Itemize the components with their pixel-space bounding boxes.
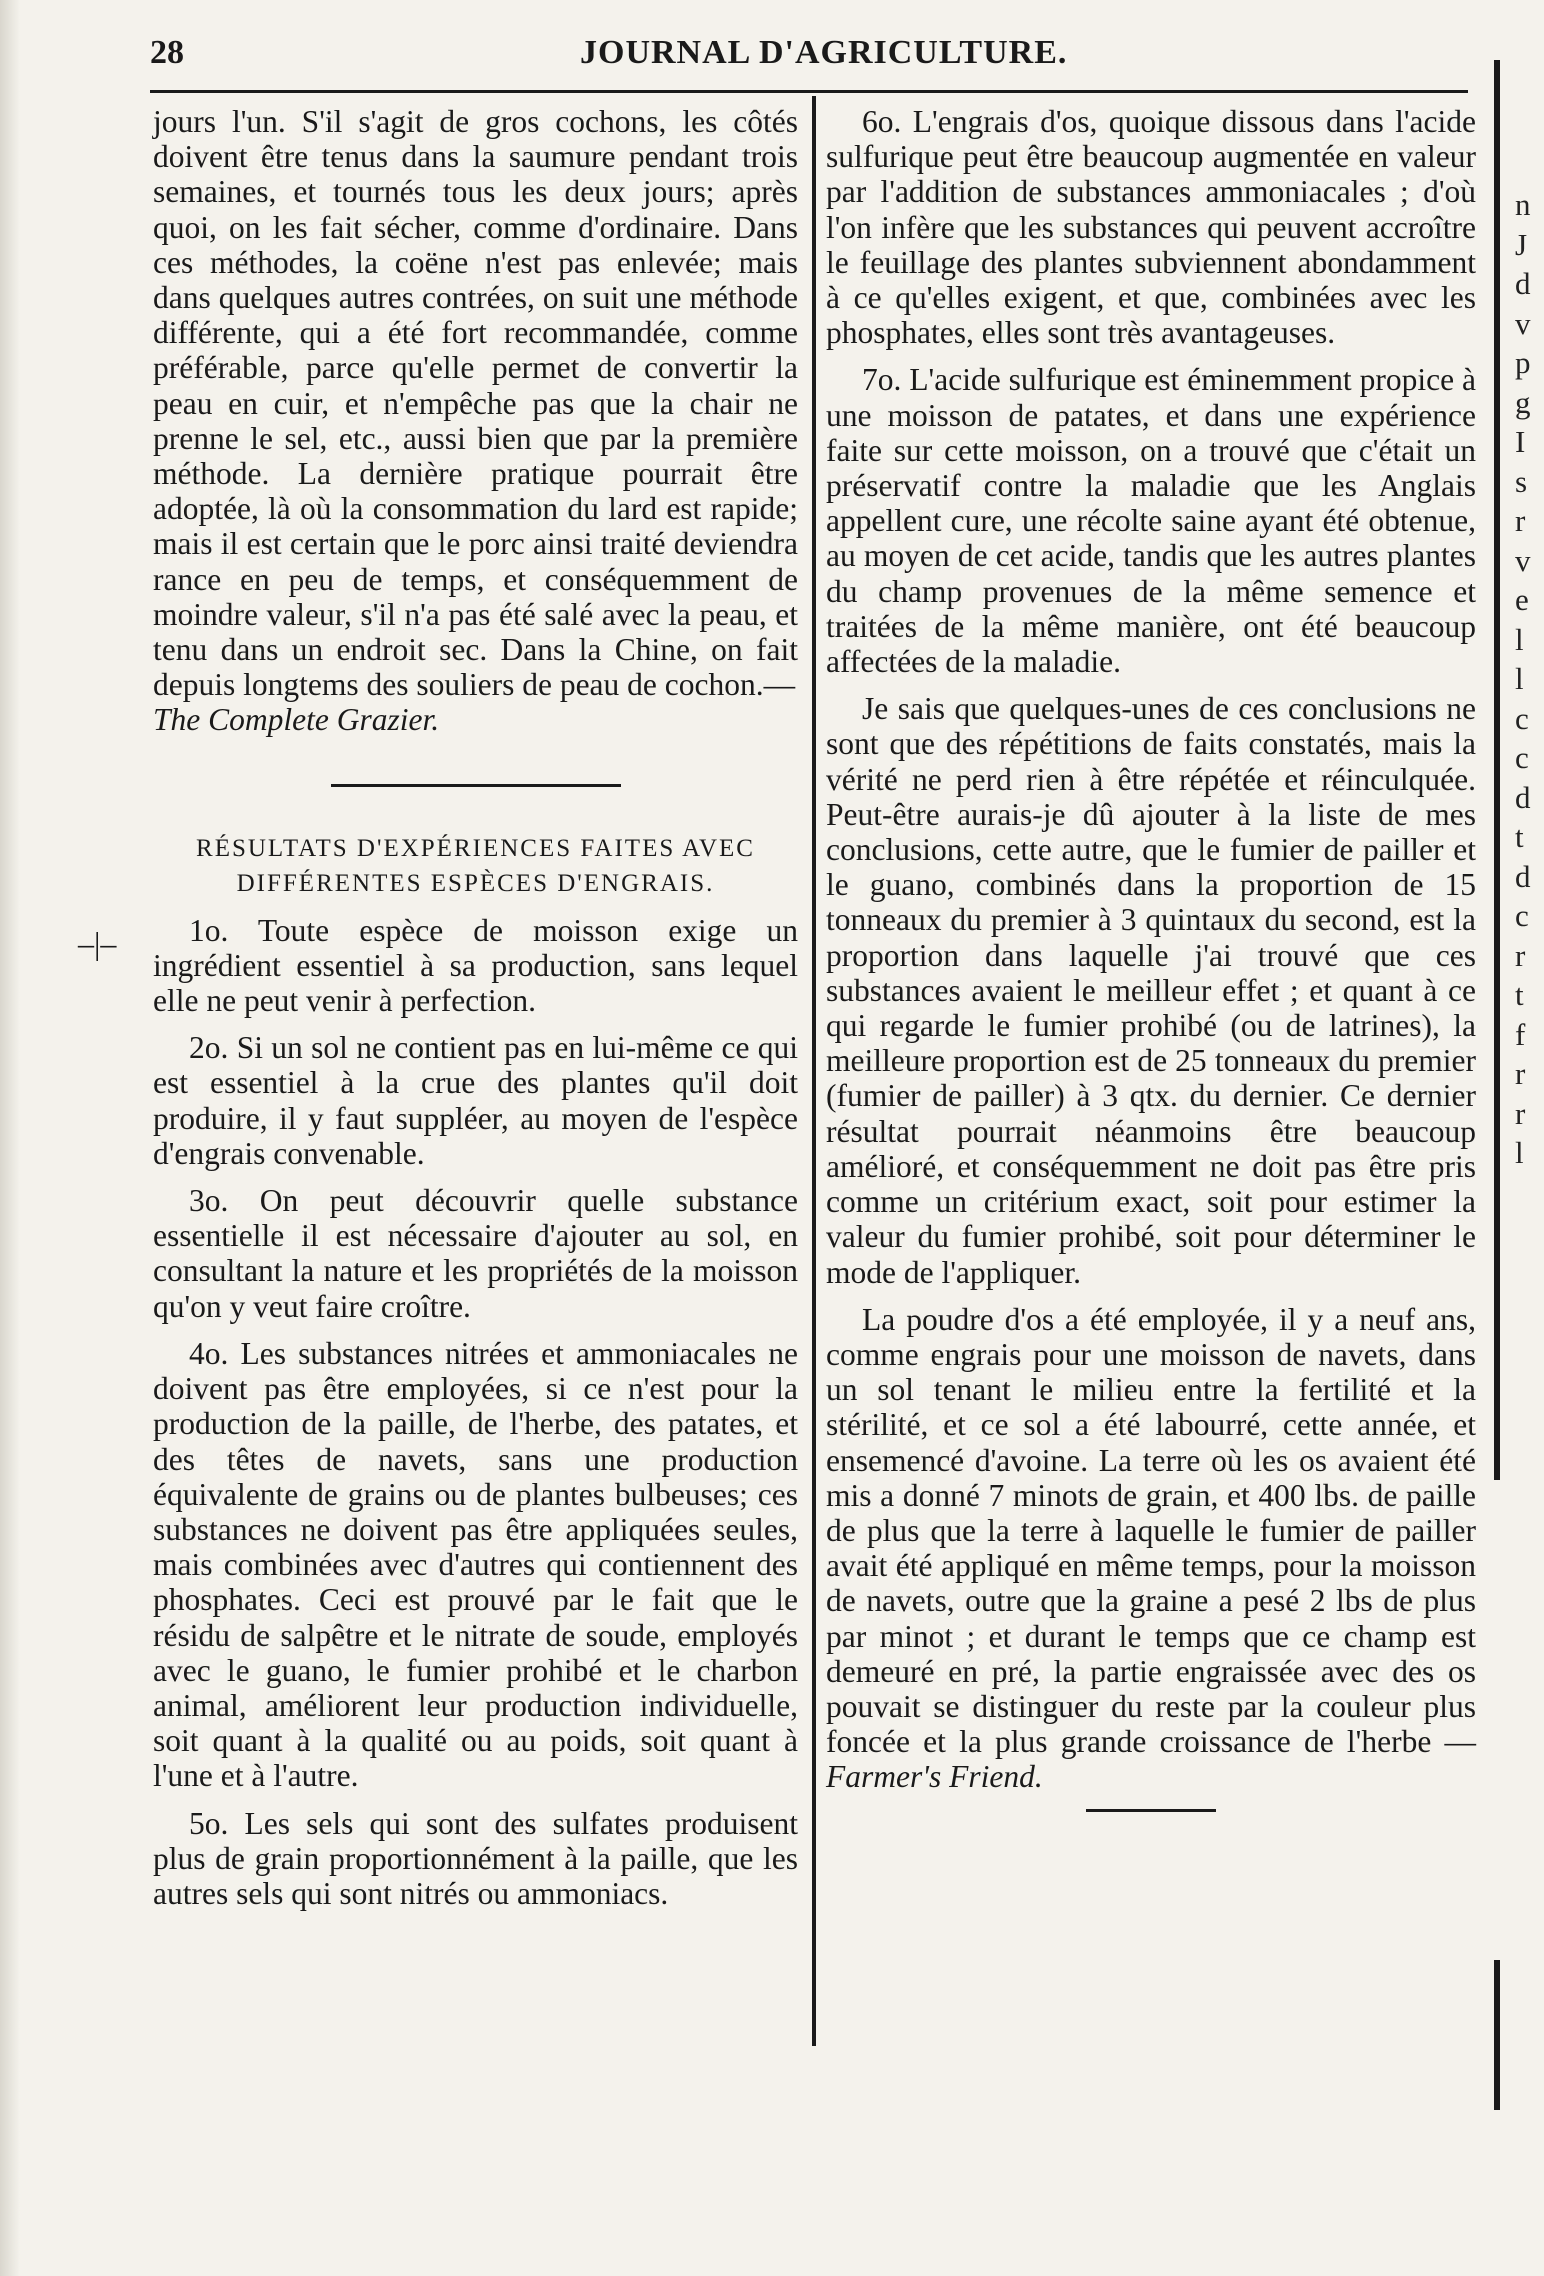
section-rule	[331, 784, 621, 787]
left-column	[153, 104, 798, 1923]
article-paragraph: 3o. On peut découvrir quelle substance essentielle il est nécessaire d'ajouter au sol, en consultant la nature et les propriétés de la moisson qu'on y veut faire croître.	[153, 1183, 798, 1324]
article-paragraph: 2o. Si un sol ne contient pas en lui-même ce qui est essentiel à la crue des plantes qu'il doit produire, il y faut suppléer, au moyen de l'espèce d'engrais convenable.	[153, 1030, 798, 1171]
source-citation: Farmer's Friend.	[826, 1759, 1043, 1795]
adjacent-page-fragment: n J d v p g I s r v e l l c c d t d c r t f r r l	[1515, 187, 1531, 1170]
page-edge	[0, 0, 20, 2276]
running-head: JOURNAL D'AGRICULTURE.	[580, 34, 1068, 71]
header-rule	[150, 90, 1468, 93]
article-paragraph: 1o. Toute espèce de moisson exige un ingrédient essentiel à sa production, sans lequel elle ne peut venir à perfection.	[153, 912, 798, 1019]
article-paragraph: 5o. Les sels qui sont des sulfates produisent plus de grain proportionnément à la paille, que les autres sels qui sont nitrés ou ammoniacs.	[153, 1805, 798, 1911]
section-title: RÉSULTATS D'EXPÉRIENCES FAITES AVEC DIFFÉRENTES ESPÈCES D'ENGRAIS.	[196, 834, 755, 897]
right-column	[826, 104, 1476, 1812]
right-page-rule	[1494, 60, 1500, 1480]
article-paragraph: jours l'un. S'il s'agit de gros cochons, les côtés doivent être tenus dans la saumure pendant trois semaines, et tournés tous les deux jours; après quoi, on les fait sécher, comme d'ordinaire. Dans ces méthodes, la coëne n'est pas enlevée; mais dans quelques autres contrées, on suit une méthode différente, qui a été fort recommandée, comme préférable, parce qu'elle permet de convertir la peau en cuir, et n'empêche pas que la chair ne prenne le sel, etc., aussi bien que par la première méthode. La dernière pratique pourrait être adoptée, là où la consommation du lard est rapide; mais il est certain que le porc ainsi traité deviendra rance en peu de temps, et conséquemment de moindre valeur, s'il n'a pas été salé avec la peau, et tenu dans un endroit sec. Dans la Chine, on fait depuis longtems des souliers de peau de cochon.— The Complete Grazier.	[153, 104, 798, 738]
margin-mark: –|–	[78, 925, 117, 961]
end-rule	[1086, 1809, 1216, 1812]
article-paragraph: 7o. L'acide sulfurique est éminemment propice à une moisson de patates, et dans une expérience faite sur cette moisson, on a trouvé que c'était un préservatif contre la maladie que les Anglais appellent cure, une récolte saine ayant été obtenue, au moyen de cet acide, tandis que les autres plantes du champ provenues de la même semence et traitées de la même manière, ont été beaucoup affectées de la maladie.	[826, 362, 1476, 680]
article-paragraph: 4o. Les substances nitrées et ammoniacales ne doivent pas être employées, si ce n'est pour la production de la paille, de l'herbe, des patates, et des têtes de navets, sans une production équivalente de grains ou de plantes bulbeuses; ces substances ne doivent pas être appliquées seules, mais combinées avec d'autres qui contiennent des phosphates. Ceci est prouvé par le fait que le résidu de salpêtre et le nitrate de soude, employés avec le guano, le fumier prohibé et le charbon animal, améliorent leur production individuelle, soit quant à la qualité ou au poids, soit quant à l'une et à l'autre.	[153, 1335, 798, 1794]
article-paragraph: La poudre d'os a été employée, il y a neuf ans, comme engrais pour une moisson de navets, dans un sol tenant le milieu entre la fertilité et la stérilité, et ce sol a été labourré, cette année, et ensemencé d'avoine. La terre où les os avaient été mis a donné 7 minots de grain, et 400 lbs. de paille de plus que la terre à laquelle le fumier de pailler avait été appliqué en même temps, pour la moisson de navets, outre que la graine a pesé 2 lbs de plus par minot ; et durant le temps que ce champ est demeuré en pré, la partie engraissée avec des os pouvait se distinguer du reste par la couleur plus foncée et la plus grande croissance de l'herbe — Farmer's Friend.	[826, 1301, 1476, 1795]
article-paragraph: Je sais que quelques-unes de ces conclusions ne sont que des répétitions de faits constatés, mais la vérité ne perd rien à être répétée et réinculquée. Peut-être aurais-je dû ajouter à la liste de mes conclusions, cette autre, que le fumier de pailler et le guano, combinés dans la proportion de 15 tonneaux du premier à 3 quintaux du second, est la proportion dans laquelle j'ai trouvé que ces substances avaient le meilleur effet ; et quant à ce qui regarde le fumier prohibé (ou de latrines), la meilleure proportion est de 25 tonneaux du premier (fumier de pailler) à 3 qtx. du dernier. Ce dernier résultat pourrait néanmoins être beaucoup amélioré, et conséquemment ne doit pas être pris comme un critérium exact, soit pour estimer la valeur du fumier prohibé, soit pour déterminer le mode de l'appliquer.	[826, 691, 1476, 1290]
right-page-rule-lower	[1494, 1960, 1500, 2110]
source-citation: The Complete Grazier.	[153, 702, 440, 738]
column-divider	[812, 96, 816, 2046]
page-number: 28	[150, 34, 184, 71]
article-paragraph: 6o. L'engrais d'os, quoique dissous dans l'acide sulfurique peut être beaucoup augmentée en valeur par l'addition de substances ammoniacales ; d'où l'on infère que les substances qui peuvent accroître le feuillage des plantes subviennent abondamment à ce qu'elles exigent, et que, combinées avec les phosphates, elles sont très avantageuses.	[826, 104, 1476, 351]
